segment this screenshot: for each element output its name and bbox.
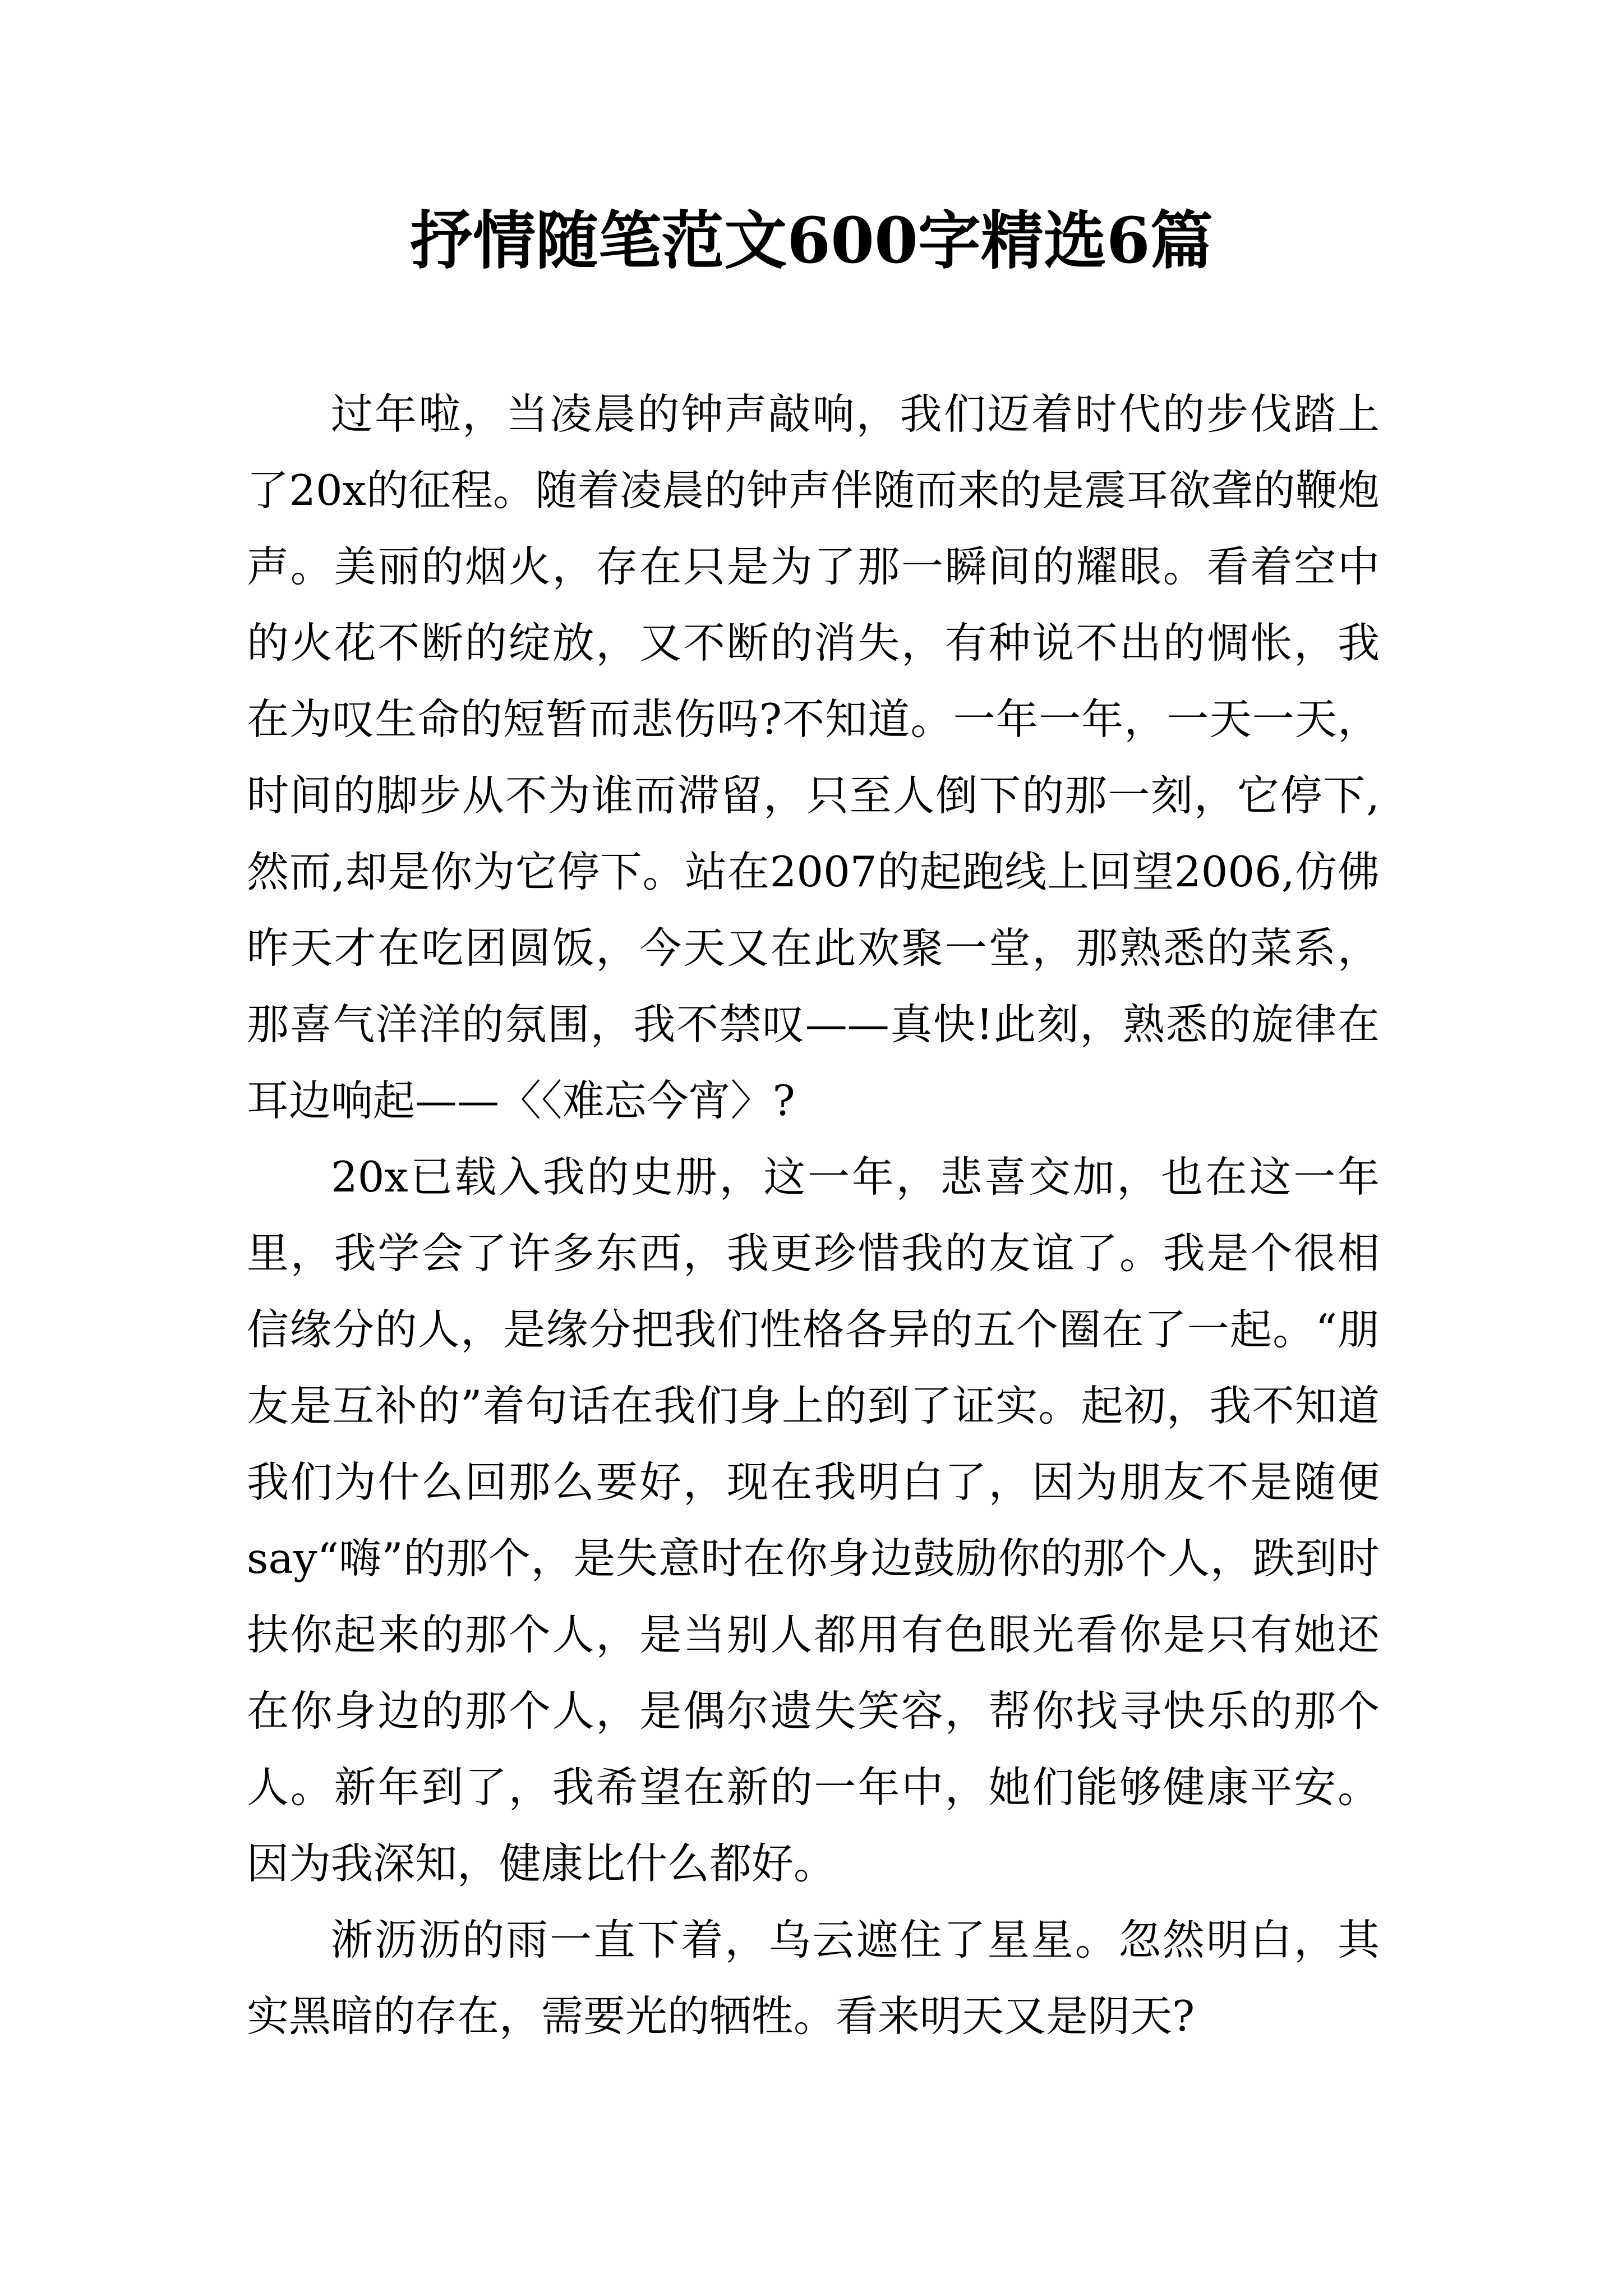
paragraph-2: 20x已载入我的史册，这一年，悲喜交加，也在这一年里，我学会了许多东西，我更珍惜我的友谊了。我是个很相信缘分的人，是缘分把我们性格各异的五个圈在了一起。“朋友是互补的”着句话在我们身上的到了证实。起初，我不知道我们为什么回那么要好，现在我明白了，因为朋友不是随便say“嗨”的那个，是失意时在你身边鼓励你的那个人，跌到时扶你起来的那个人，是当别人都用有色眼光看你是只有她还在你身边的那个人，是偶尔遗失笑容，帮你找寻快乐的那个人。新年到了，我希望在新的一年中，她们能够健康平安。因为我深知，健康比什么都好。 xyxy=(247,1152,1380,1888)
document-body xyxy=(247,376,1380,2054)
paragraph-3: 淅沥沥的雨一直下着，乌云遮住了星星。忽然明白，其实黑暗的存在，需要光的牺牲。看来明天又是阴天? xyxy=(247,1915,1380,2041)
document-title: 抒情随笔范文600字精选6篇 xyxy=(410,204,1213,278)
paragraph-1: 过年啦，当凌晨的钟声敲响，我们迈着时代的步伐踏上了20x的征程。随着凌晨的钟声伴随而来的是震耳欲聋的鞭炮声。美丽的烟火，存在只是为了那一瞬间的耀眼。看着空中的火花不断的绽放，又不断的消失，有种说不出的惆怅，我在为叹生命的短暂而悲伤吗?不知道。一年一年，一天一天，时间的脚步从不为谁而滞留，只至人倒下的那一刻，它停下,然而,却是你为它停下。站在2007的起跑线上回望2006,仿佛昨天才在吃团圆饭，今天又在此欢聚一堂，那熟悉的菜系，那喜气洋洋的氛围，我不禁叹——真快!此刻，熟悉的旋律在耳边响起——〈〈难忘今宵〉? xyxy=(247,389,1380,1125)
